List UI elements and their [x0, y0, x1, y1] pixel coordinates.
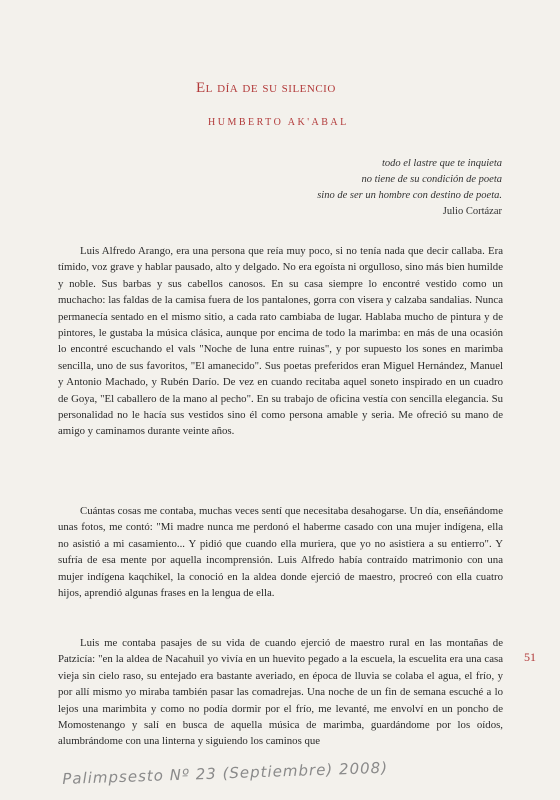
epigraph-attribution: Julio Cortázar	[442, 206, 502, 217]
article-title: El día de su silencio	[196, 80, 336, 96]
epigraph	[242, 156, 502, 220]
epigraph-line: no tiene de su condición de poeta	[361, 174, 502, 185]
body-paragraph: Luis Alfredo Arango, era una persona que reía muy poco, si no tenía nada que decir callaba. Era tímido, voz grave y hablar pausado, alto y delgado. No era egoísta ni orgulloso, sino más bien humilde y noble. Sus barbas y sus cabellos canosos. En su casa siempre lo encontré vestido como un muchacho: las faldas de la camisa fuera de los pantalones, gorra con visera y calzaba sandalias. Nunca permanecía sentado en el mismo sitio, a cada rato cambiaba de lugar. Hablaba mucho de pintura y de pintores, le gustaba la música clásica, aunque por encima de todo la marimba: en más de una ocasión lo encontré escuchando el vals "Noche de luna entre ruinas", y por supuesto los sones en marimba sencilla, uno de sus favoritos, "El amanecido". Sus poetas preferidos eran Miguel Hernández, Manuel y Antonio Machado, y Rubén Darío. De vez en cuando recitaba aquel soneto inspirado en un cuadro de Goya, "El caballero de la mano al pecho". En su trabajo de oficina vestía con sencilla elegancia. Su personalidad no le hacía sus vestidos sino él como persona amable y seria. Me ofreció su mano de amigo y caminamos durante veinte años.	[58, 245, 503, 438]
page-number: 51	[524, 650, 536, 664]
epigraph-line: sino de ser un hombre con destino de poeta.	[317, 190, 502, 201]
body-paragraph: Cuántas cosas me contaba, muchas veces sentí que necesitaba desahogarse. Un día, enseñándome unas fotos, me contó: "Mi madre nunca me perdonó el haberme casado con una mujer indígena, ella no asistió a mi casamiento... Y pidió que cuando ella muriera, que yo no asistiera a su entierro". Y sufría de esa mente por aquella incomprensión. Luis Alfredo había contraído matrimonio con una mujer indígena kaqchikel, la conoció en la aldea donde ejerció de maestro, procreó con ella cuatro hijos, aprendió algunas frases en la lengua de ella.	[58, 505, 503, 600]
article-author: HUMBERTO AK'ABAL	[208, 117, 349, 128]
epigraph-line: todo el lastre que te inquieta	[381, 158, 502, 169]
body-paragraph: Luis me contaba pasajes de su vida de cuando ejerció de maestro rural en las montañas de Patzicía: "en la aldea de Nacahuil yo vivía en un huevito pegado a la escuela, la escuelita era una casa vieja sin cielo raso, su entejado era bastante averiado, en época de lluvia se colaba el agua, el frío, y por allí mismo yo miraba también pasar las comadrejas. Una noche de un fin de semana escuché a lo lejos una marimbita y como no podía dormir por el frío, me levanté, me envolví en un poncho de Momostenango y salí en busca de aquella música de marimba, guardándome por los oídos, alumbrándome con una linterna y siguiendo los caminos que	[58, 637, 503, 748]
handwritten-footer-note: Palimpsesto Nº 23 (Septiembre) 2008)	[62, 758, 389, 788]
